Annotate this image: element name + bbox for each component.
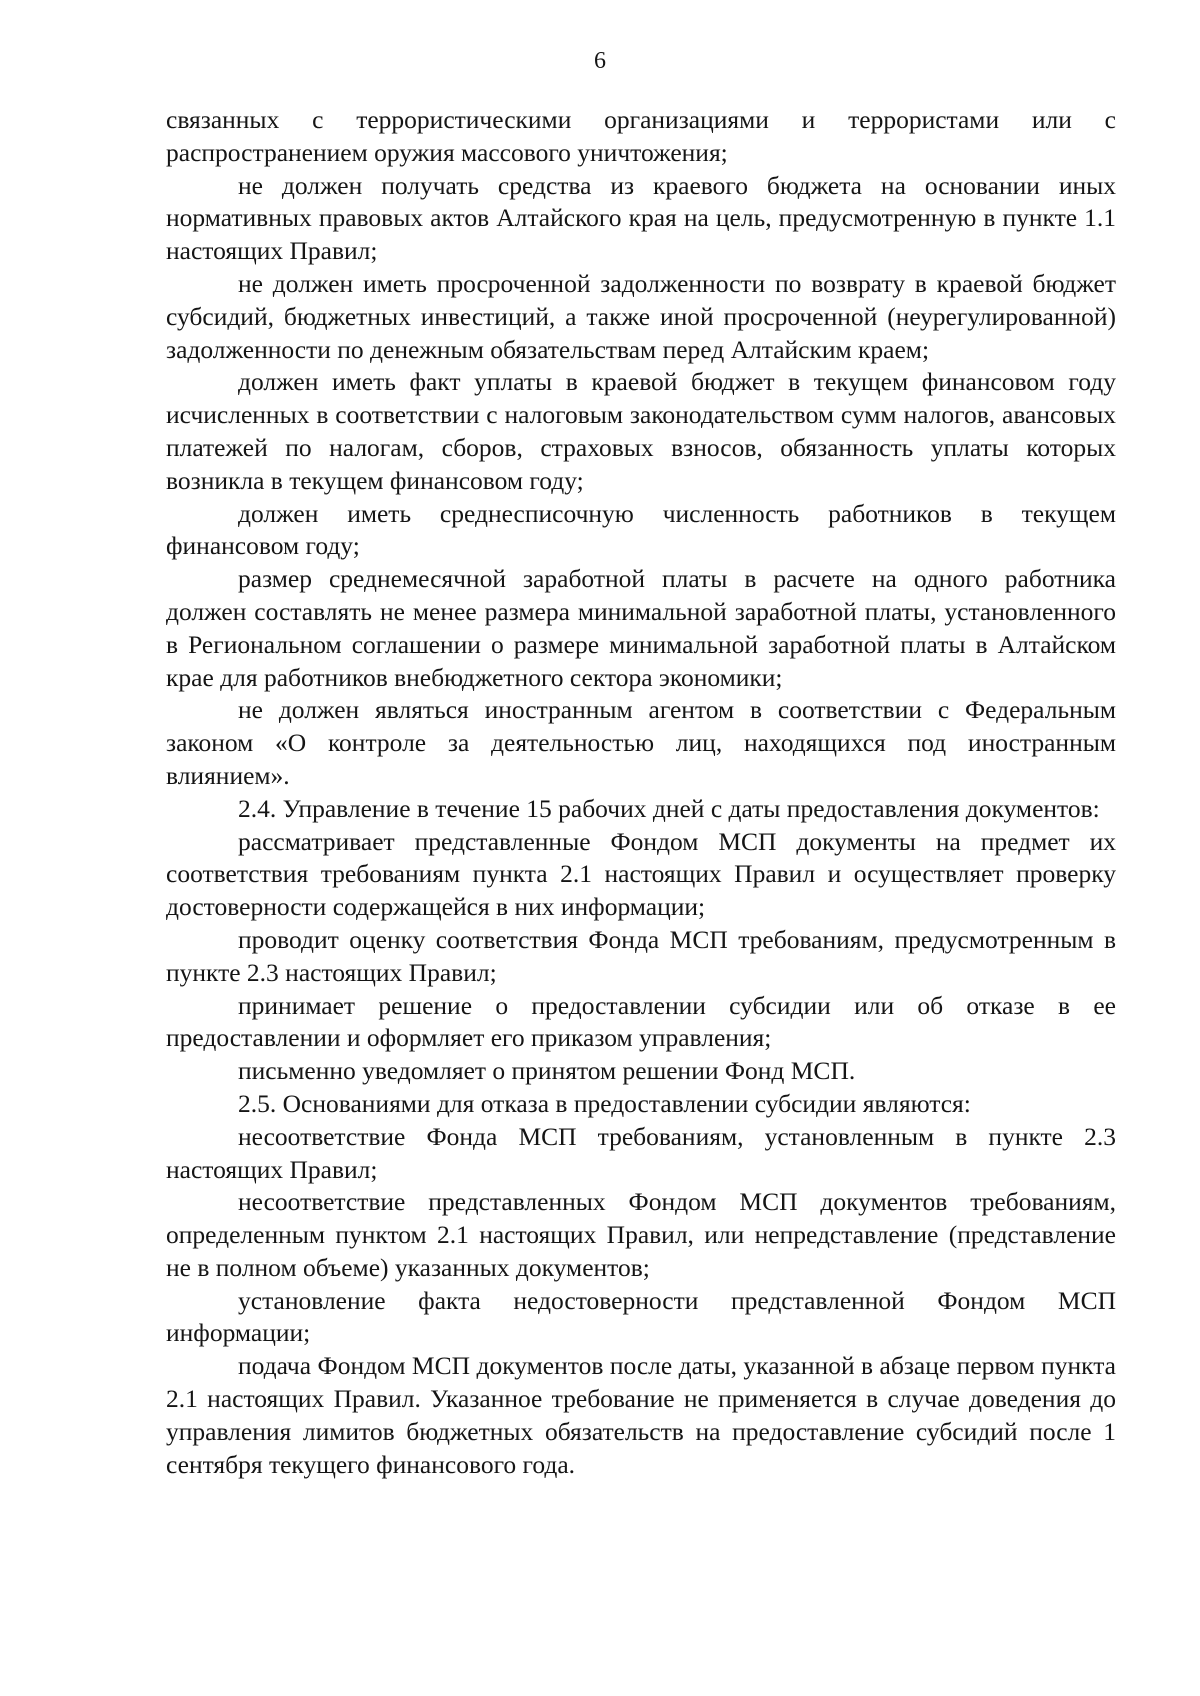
- paragraph-tax-payment: должен иметь факт уплаты в краевой бюджет в текущем финансовом году исчисленных в соответствии с налоговым законодательством сумм налогов, авансовых платежей по налогам, сборов, страховых взносов, обязанность уплаты которых возникла в текущем финансовом году;: [166, 367, 1116, 495]
- paragraph-refusal-false-info: установление факта недостоверности представленной Фондом МСП информации;: [166, 1285, 1116, 1348]
- document-body: [166, 104, 1116, 1481]
- paragraph-clause-2-5: 2.5. Основаниями для отказа в предоставлении субсидии являются:: [238, 1088, 971, 1118]
- paragraph-clause-2-4: 2.4. Управление в течение 15 рабочих дней с даты предоставления документов:: [238, 793, 1100, 823]
- paragraph-assess-compliance: проводит оценку соответствия Фонда МСП требованиям, предусмотренным в пункте 2.3 настоящих Правил;: [166, 924, 1116, 987]
- paragraph-refusal-noncompliance: несоответствие Фонда МСП требованиям, установленным в пункте 2.3 настоящих Правил;: [166, 1121, 1116, 1184]
- paragraph-continuation: связанных с террористическими организациями и террористами или с распространением оружия массового уничтожения;: [166, 105, 1116, 167]
- paragraph-decision: принимает решение о предоставлении субсидии или об отказе в ее предоставлении и оформляет его приказом управления;: [166, 990, 1116, 1053]
- paragraph-no-regional-funds: не должен получать средства из краевого бюджета на основании иных нормативных правовых актов Алтайского края на цель, предусмотренную в пункте 1.1 настоящих Правил;: [166, 170, 1116, 266]
- paragraph-refusal-late-submission: подача Фондом МСП документов после даты, указанной в абзаце первом пункта 2.1 настоящих Правил. Указанное требование не применяется в случае доведения до управления лимитов бюджетных обязательств на предоставление субсидий после 1 сентября текущего финансового года.: [166, 1351, 1116, 1479]
- page-number: 6: [594, 48, 606, 74]
- paragraph-headcount: должен иметь среднесписочную численность работников в текущем финансовом году;: [166, 498, 1116, 561]
- paragraph-refusal-documents: несоответствие представленных Фондом МСП документов требованиям, определенным пунктом 2.1 настоящих Правил, или непредставление (представление не в полном объеме) указанных документов;: [166, 1187, 1116, 1282]
- paragraph-no-overdue-debt: не должен иметь просроченной задолженности по возврату в краевой бюджет субсидий, бюджетных инвестиций, а также иной просроченной (неурегулированной) задолженности по денежным обязательствам перед Алтайским краем;: [166, 268, 1116, 364]
- paragraph-foreign-agent: не должен являться иностранным агентом в соответствии с Федеральным законом «О контроле за деятельностью лиц, находящихся под иностранным влиянием».: [166, 695, 1116, 790]
- paragraph-review-documents: рассматривает представленные Фондом МСП документы на предмет их соответствия требованиям пункта 2.1 настоящих Правил и осуществляет проверку достоверности содержащейся в них информации;: [166, 826, 1116, 922]
- paragraph-notify: письменно уведомляет о принятом решении Фонд МСП.: [238, 1056, 856, 1086]
- paragraph-average-salary: размер среднемесячной заработной платы в расчете на одного работника должен составлять не менее размера минимальной заработной платы, установленного в Региональном соглашении о размере минимальной заработной платы в Алтайском крае для работников внебюджетного сектора экономики;: [166, 564, 1116, 692]
